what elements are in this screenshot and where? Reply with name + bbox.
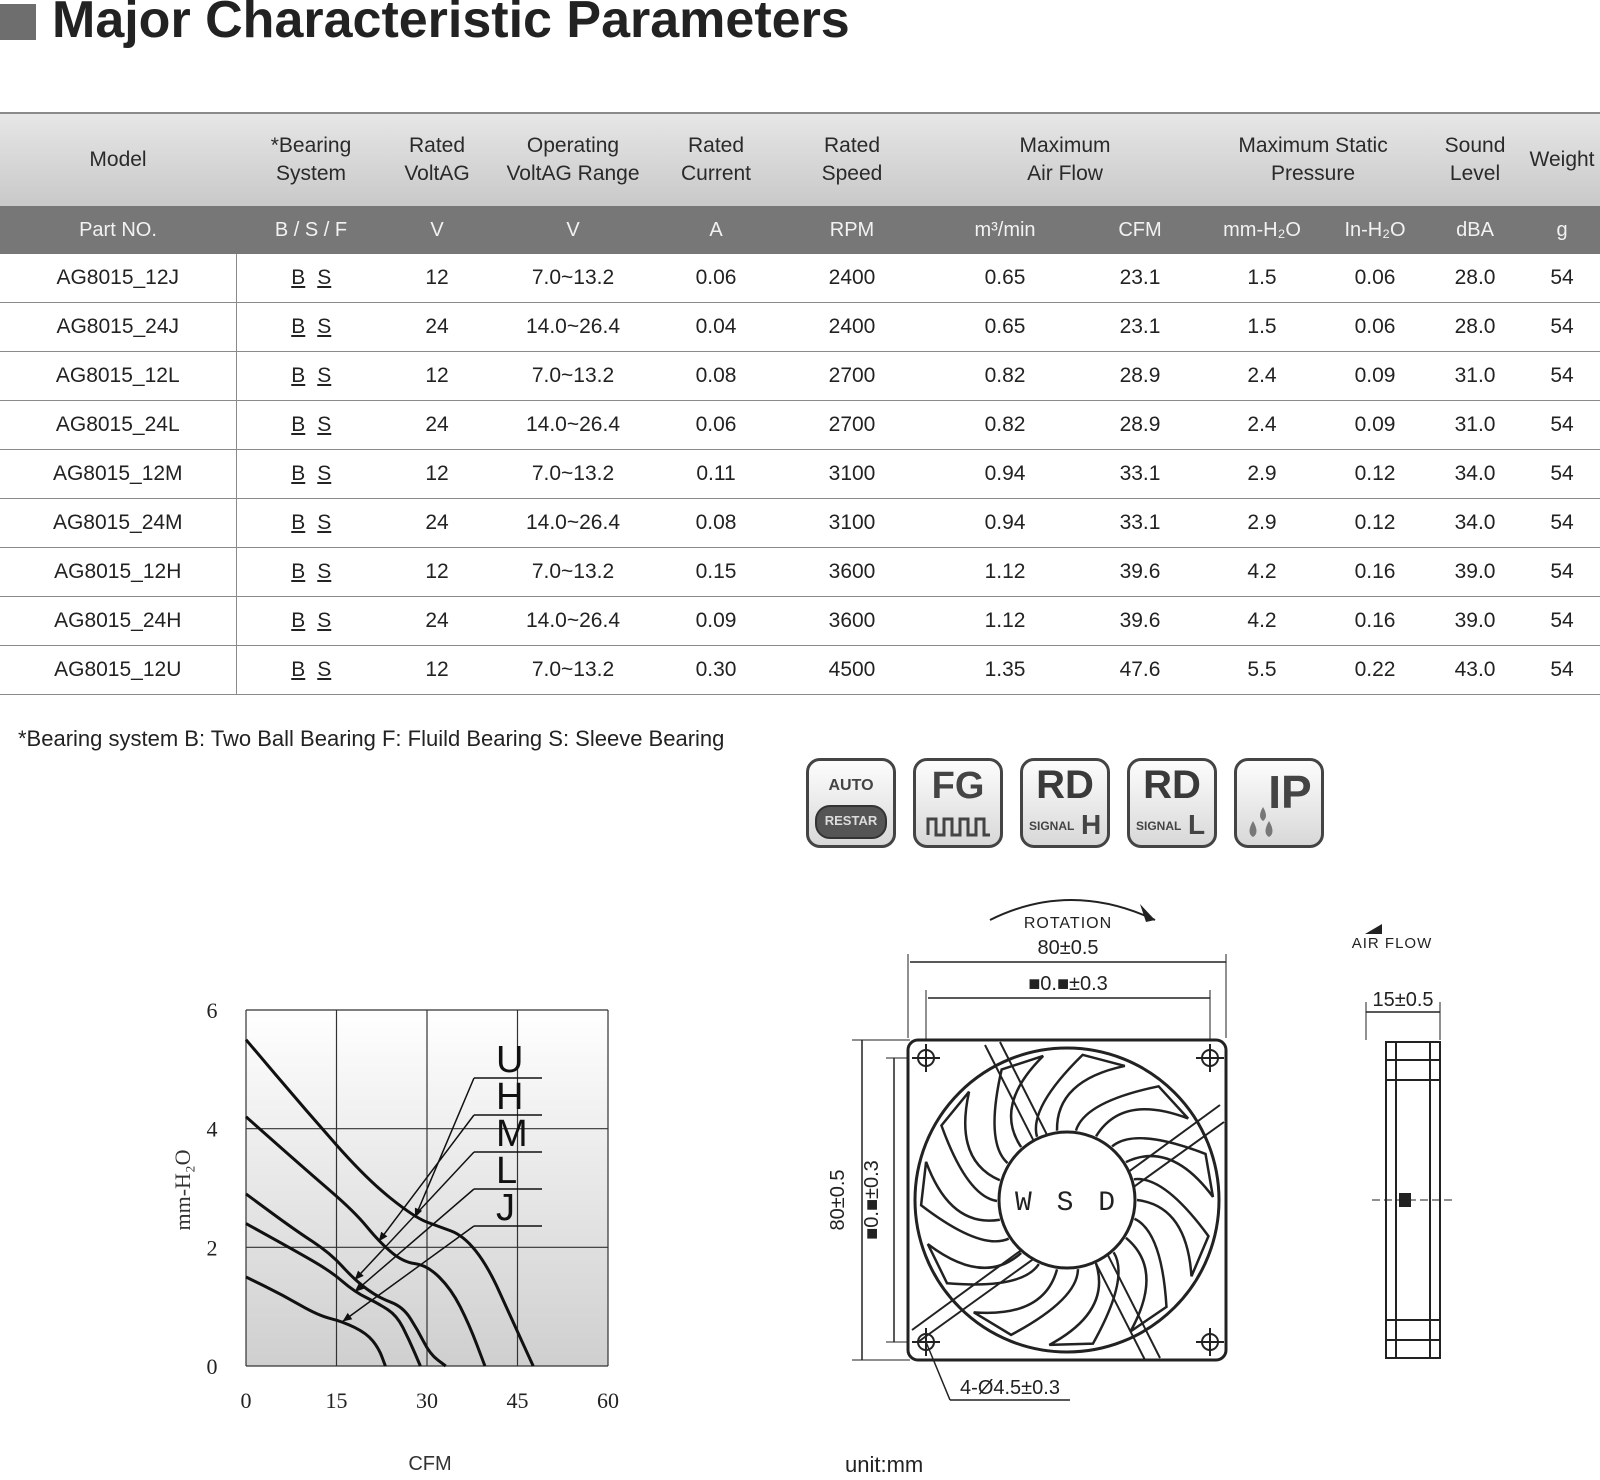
weight-cell: 54: [1524, 597, 1600, 646]
table-row: [0, 646, 1600, 695]
range-cell: 7.0~13.2: [488, 646, 658, 695]
dba-cell: 39.0: [1426, 597, 1524, 646]
unit-mmh2o: mm-H₂O: [1200, 206, 1324, 254]
rd-signal-l-badge: [1127, 758, 1217, 848]
bearing-s: S: [317, 560, 332, 583]
m3min-cell: 1.35: [930, 646, 1080, 695]
table-row: [0, 303, 1600, 352]
unit-speed: RPM: [774, 206, 930, 254]
cfm-cell: 28.9: [1080, 401, 1200, 450]
current-cell: 0.06: [658, 401, 774, 450]
bearing-note: *Bearing system B: Two Ball Bearing F: Fluild Bearing S: Sleeve Bearing: [18, 726, 725, 751]
bearing-s: S: [317, 364, 332, 387]
curve-label-L: L: [496, 1150, 518, 1192]
curve-label-J: J: [496, 1187, 515, 1229]
current-cell: 0.04: [658, 303, 774, 352]
bearing-cell: [236, 499, 386, 548]
weight-cell: 54: [1524, 646, 1600, 695]
range-cell: 7.0~13.2: [488, 254, 658, 303]
range-cell: 7.0~13.2: [488, 450, 658, 499]
bearing-b: B: [291, 364, 306, 387]
table-row: [0, 548, 1600, 597]
inh2o-cell: 0.16: [1324, 548, 1426, 597]
dim-inner-height: ■0.■±0.3: [861, 1160, 883, 1240]
water-drops-icon: [1243, 805, 1279, 841]
weight-cell: 54: [1524, 352, 1600, 401]
mmh2o-cell: 2.9: [1200, 499, 1324, 548]
spec-table: [0, 112, 1600, 695]
cfm-cell: 33.1: [1080, 450, 1200, 499]
unit-cfm: CFM: [1080, 206, 1200, 254]
y-tick-label: 0: [206, 1354, 218, 1379]
bearing-b: B: [291, 266, 306, 289]
volt-cell: 12: [386, 548, 488, 597]
current-cell: 0.08: [658, 499, 774, 548]
rdh-badge-text: RD: [1036, 763, 1094, 807]
volt-cell: 24: [386, 303, 488, 352]
model-cell: AG8015_12H: [0, 548, 236, 597]
table-row: [0, 352, 1600, 401]
dim-inner-width: ■0.■±0.3: [1028, 973, 1108, 995]
cfm-cell: 33.1: [1080, 499, 1200, 548]
volt-cell: 12: [386, 254, 488, 303]
rdh-sub-text: SIGNAL: [1029, 819, 1075, 833]
fg-badge-text: FG: [931, 765, 985, 807]
speed-cell: 3600: [774, 597, 930, 646]
header-rated-speed: Rated Speed: [774, 113, 930, 206]
curve-label-U: U: [496, 1039, 524, 1081]
table-row: [0, 254, 1600, 303]
auto-badge-text: AUTO: [828, 777, 874, 794]
current-cell: 0.30: [658, 646, 774, 695]
current-cell: 0.08: [658, 352, 774, 401]
range-cell: 7.0~13.2: [488, 548, 658, 597]
mmh2o-cell: 5.5: [1200, 646, 1324, 695]
m3min-cell: 0.94: [930, 450, 1080, 499]
m3min-cell: 0.94: [930, 499, 1080, 548]
table-row: [0, 450, 1600, 499]
unit-volt: V: [386, 206, 488, 254]
unit-part-no: Part NO.: [0, 206, 236, 254]
curve-label-M: M: [496, 1113, 528, 1155]
mmh2o-cell: 1.5: [1200, 303, 1324, 352]
y-axis-label: mm-H₂O: [170, 1149, 195, 1231]
dba-cell: 34.0: [1426, 499, 1524, 548]
volt-cell: 12: [386, 352, 488, 401]
bearing-b: B: [291, 658, 306, 681]
current-cell: 0.06: [658, 254, 774, 303]
model-cell: AG8015_24J: [0, 303, 236, 352]
title-marker: [0, 4, 36, 40]
header-sound-level: Sound Level: [1426, 113, 1524, 206]
bearing-s: S: [317, 315, 332, 338]
cfm-cell: 39.6: [1080, 597, 1200, 646]
inh2o-cell: 0.06: [1324, 254, 1426, 303]
bearing-b: B: [291, 560, 306, 583]
header-static-pressure: Maximum Static Pressure: [1200, 113, 1426, 206]
volt-cell: 12: [386, 646, 488, 695]
m3min-cell: 1.12: [930, 597, 1080, 646]
x-tick-label: 15: [325, 1388, 348, 1413]
rotation-arrowhead: [1140, 904, 1155, 922]
rdh-letter: H: [1081, 809, 1102, 840]
bearing-b: B: [291, 315, 306, 338]
model-cell: AG8015_24H: [0, 597, 236, 646]
weight-cell: 54: [1524, 450, 1600, 499]
x-tick-label: 60: [597, 1388, 619, 1413]
bearing-s: S: [317, 266, 332, 289]
model-cell: AG8015_12L: [0, 352, 236, 401]
cfm-cell: 23.1: [1080, 254, 1200, 303]
unit-inh2o: In-H₂O: [1324, 206, 1426, 254]
rd-signal-h-badge: [1020, 758, 1110, 848]
unit-current: A: [658, 206, 774, 254]
dba-cell: 28.0: [1426, 303, 1524, 352]
range-cell: 14.0~26.4: [488, 499, 658, 548]
m3min-cell: 0.65: [930, 254, 1080, 303]
range-cell: 14.0~26.4: [488, 303, 658, 352]
unit-weight: g: [1524, 206, 1600, 254]
airflow-label: AIR FLOW: [1351, 935, 1433, 952]
header-model: Model: [0, 113, 236, 206]
inh2o-cell: 0.16: [1324, 597, 1426, 646]
weight-cell: 54: [1524, 254, 1600, 303]
inh2o-cell: 0.12: [1324, 499, 1426, 548]
weight-cell: 54: [1524, 401, 1600, 450]
speed-cell: 3100: [774, 499, 930, 548]
table-row: [0, 499, 1600, 548]
bearing-cell: [236, 548, 386, 597]
unit-range: V: [488, 206, 658, 254]
bearing-s: S: [317, 658, 332, 681]
hub-label: W S D: [1014, 1188, 1120, 1219]
header-weight: Weight: [1524, 113, 1600, 206]
unit-row: [0, 206, 1600, 254]
fg-badge: [913, 758, 1003, 848]
bearing-cell: [236, 597, 386, 646]
current-cell: 0.09: [658, 597, 774, 646]
current-cell: 0.11: [658, 450, 774, 499]
model-cell: AG8015_12J: [0, 254, 236, 303]
range-cell: 14.0~26.4: [488, 401, 658, 450]
dba-cell: 34.0: [1426, 450, 1524, 499]
m3min-cell: 0.82: [930, 401, 1080, 450]
cfm-cell: 23.1: [1080, 303, 1200, 352]
header-voltage-range: Operating VoltAG Range: [488, 113, 658, 206]
model-cell: AG8015_12M: [0, 450, 236, 499]
dba-cell: 39.0: [1426, 548, 1524, 597]
dim-outer-height: 80±0.5: [827, 1169, 849, 1231]
header-rated-current: Rated Current: [658, 113, 774, 206]
speed-cell: 3100: [774, 450, 930, 499]
mmh2o-cell: 2.9: [1200, 450, 1324, 499]
rdl-letter: L: [1188, 809, 1206, 840]
rotation-label: ROTATION: [1023, 915, 1113, 932]
rdl-sub-text: SIGNAL: [1136, 819, 1182, 833]
range-cell: 14.0~26.4: [488, 597, 658, 646]
x-axis-label: CFM: [408, 1453, 452, 1475]
weight-cell: 54: [1524, 303, 1600, 352]
inh2o-cell: 0.22: [1324, 646, 1426, 695]
header-rated-voltage: Rated VoltAG: [386, 113, 488, 206]
dba-cell: 31.0: [1426, 352, 1524, 401]
bearing-b: B: [291, 511, 306, 534]
volt-cell: 24: [386, 597, 488, 646]
header-bearing: *Bearing System: [236, 113, 386, 206]
rdl-badge-text: RD: [1143, 763, 1201, 807]
airflow-arrow: [1365, 924, 1382, 934]
unit-bearing: B / S / F: [236, 206, 386, 254]
range-cell: 7.0~13.2: [488, 352, 658, 401]
bearing-s: S: [317, 609, 332, 632]
mmh2o-cell: 2.4: [1200, 401, 1324, 450]
m3min-cell: 0.82: [930, 352, 1080, 401]
cfm-cell: 39.6: [1080, 548, 1200, 597]
speed-cell: 2700: [774, 352, 930, 401]
inh2o-cell: 0.09: [1324, 401, 1426, 450]
cfm-cell: 28.9: [1080, 352, 1200, 401]
weight-cell: 54: [1524, 499, 1600, 548]
bearing-cell: [236, 401, 386, 450]
header-air-flow: Maximum Air Flow: [930, 113, 1200, 206]
dba-cell: 28.0: [1426, 254, 1524, 303]
bearing-cell: [236, 646, 386, 695]
unit-dba: dBA: [1426, 206, 1524, 254]
pq-curve-chart: [150, 990, 650, 1480]
table-row: [0, 597, 1600, 646]
volt-cell: 24: [386, 401, 488, 450]
speed-cell: 2400: [774, 303, 930, 352]
current-cell: 0.15: [658, 548, 774, 597]
weight-cell: 54: [1524, 548, 1600, 597]
bearing-s: S: [317, 511, 332, 534]
m3min-cell: 1.12: [930, 548, 1080, 597]
square-wave-icon: [926, 815, 992, 839]
bearing-b: B: [291, 413, 306, 436]
ip-badge: [1234, 758, 1324, 848]
header-row: [0, 113, 1600, 206]
bearing-cell: [236, 254, 386, 303]
bearing-s: S: [317, 413, 332, 436]
restart-badge-text: RESTAR: [824, 813, 878, 828]
bearing-cell: [236, 303, 386, 352]
mmh2o-cell: 1.5: [1200, 254, 1324, 303]
model-cell: AG8015_24M: [0, 499, 236, 548]
bearing-b: B: [291, 609, 306, 632]
bearing-cell: [236, 450, 386, 499]
dim-outer-width: 80±0.5: [1037, 937, 1099, 959]
x-tick-label: 0: [240, 1388, 252, 1413]
model-cell: AG8015_12U: [0, 646, 236, 695]
unit-m3min: m³/min: [930, 206, 1080, 254]
fan-dimension-drawing: [800, 890, 1480, 1450]
unit-label: unit:mm: [845, 1452, 924, 1477]
holes-dimension: 4-Ø4.5±0.3: [960, 1377, 1060, 1399]
model-cell: AG8015_24L: [0, 401, 236, 450]
curve-label-H: H: [496, 1076, 524, 1118]
bearing-s: S: [317, 462, 332, 485]
speed-cell: 2400: [774, 254, 930, 303]
bearing-b: B: [291, 462, 306, 485]
auto-restart-badge: [806, 758, 896, 848]
table-row: [0, 401, 1600, 450]
y-tick-label: 6: [206, 998, 218, 1023]
speed-cell: 3600: [774, 548, 930, 597]
volt-cell: 12: [386, 450, 488, 499]
inh2o-cell: 0.12: [1324, 450, 1426, 499]
speed-cell: 2700: [774, 401, 930, 450]
x-tick-label: 45: [506, 1388, 529, 1413]
mmh2o-cell: 4.2: [1200, 597, 1324, 646]
m3min-cell: 0.65: [930, 303, 1080, 352]
inh2o-cell: 0.09: [1324, 352, 1426, 401]
restart-pill: [815, 805, 887, 839]
dim-depth: 15±0.5: [1372, 989, 1434, 1011]
cfm-cell: 47.6: [1080, 646, 1200, 695]
y-tick-label: 2: [206, 1235, 218, 1261]
x-tick-label: 30: [416, 1388, 438, 1413]
volt-cell: 24: [386, 499, 488, 548]
mmh2o-cell: 2.4: [1200, 352, 1324, 401]
side-view: [1372, 1042, 1454, 1358]
bearing-cell: [236, 352, 386, 401]
mmh2o-cell: 4.2: [1200, 548, 1324, 597]
page-title: Major Characteristic Parameters: [52, 0, 850, 49]
y-tick-label: 4: [206, 1116, 218, 1142]
speed-cell: 4500: [774, 646, 930, 695]
dba-cell: 43.0: [1426, 646, 1524, 695]
ip-badge-text: IP: [1268, 766, 1312, 818]
dba-cell: 31.0: [1426, 401, 1524, 450]
inh2o-cell: 0.06: [1324, 303, 1426, 352]
